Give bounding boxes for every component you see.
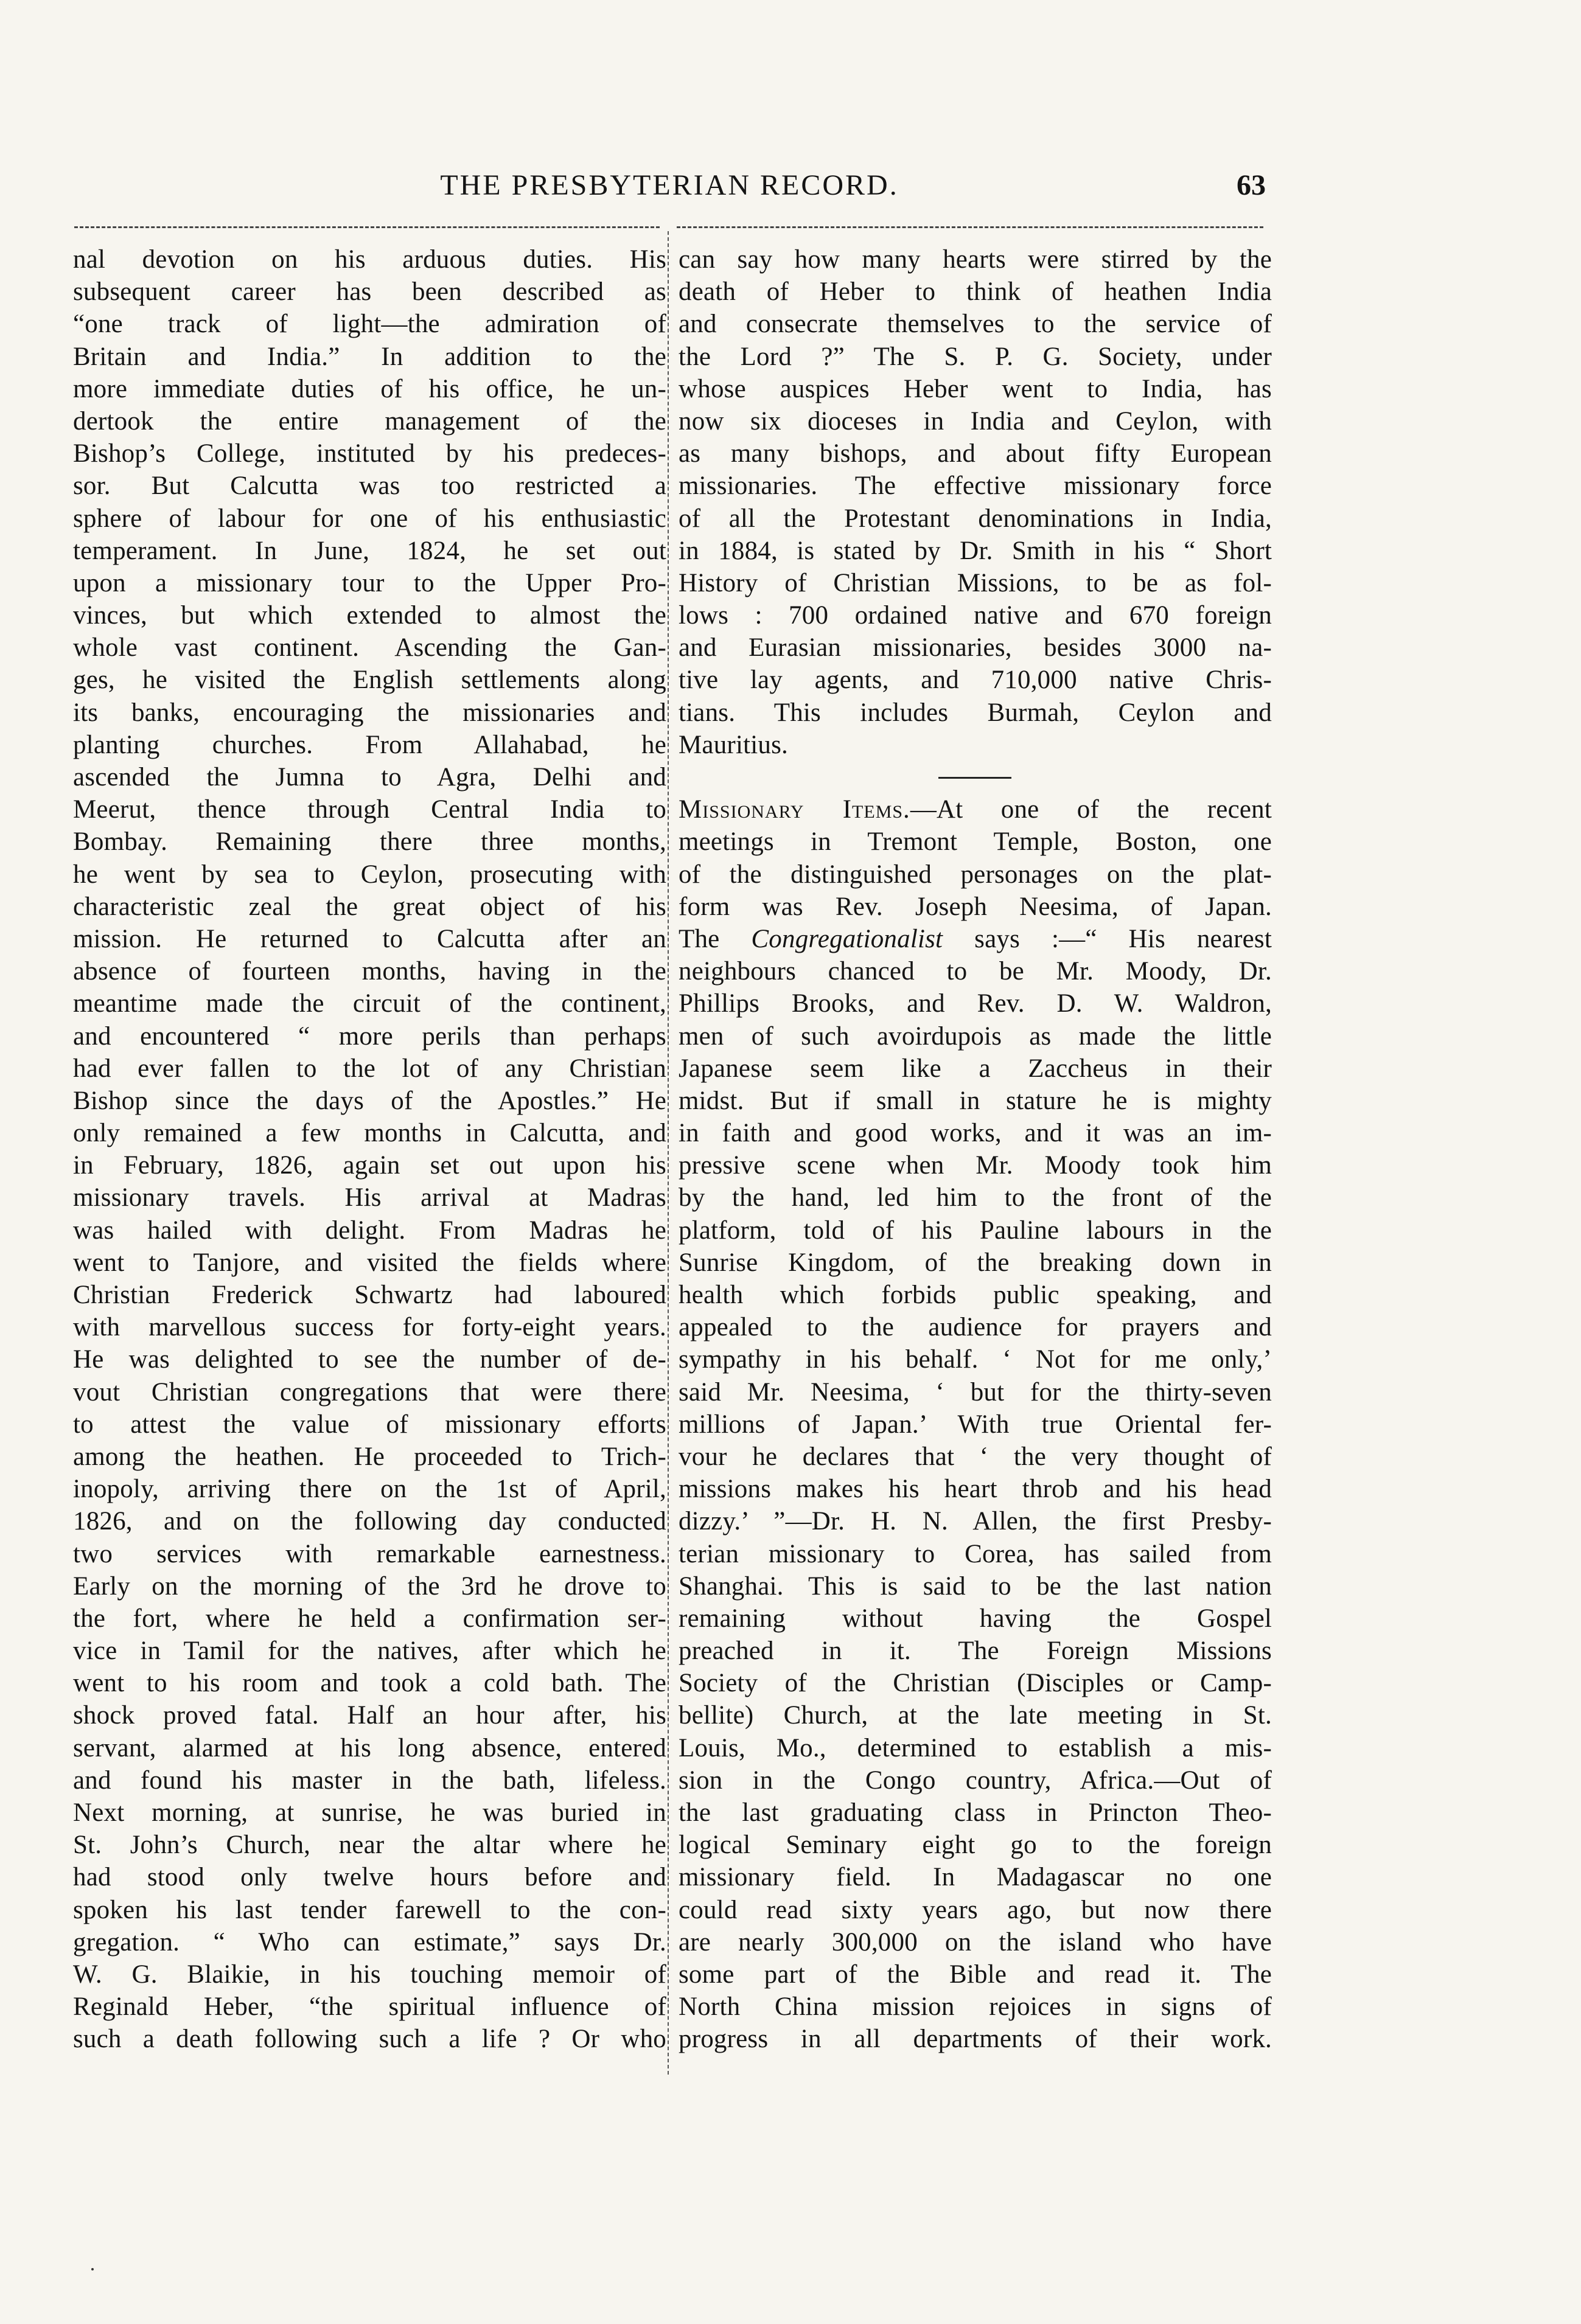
text-line: meantime made the circuit of the continent, (73, 989, 666, 1018)
text-line: lows : 700 ordained native and 670 foreign (679, 601, 1272, 630)
text-line: ges, he visited the English settlements along (73, 666, 666, 695)
text-line: health which forbids public speaking, and (679, 1281, 1272, 1309)
text-line: History of Christian Missions, to be as fol- (679, 568, 1272, 597)
text-line: inopoly, arriving there on the 1st of April, (73, 1475, 666, 1504)
text-line: vout Christian congregations that were there (73, 1377, 666, 1407)
text-line: sion in the Congo country, Africa.—Out of (679, 1766, 1272, 1795)
text-line: among the heathen. He proceeded to Trich- (73, 1442, 666, 1471)
text-line: millions of Japan.’ With true Oriental fer- (679, 1410, 1272, 1439)
text-line: in faith and good works, and it was an im- (679, 1119, 1272, 1148)
text-line: and consecrate themselves to the service of (679, 310, 1272, 339)
text-line: missions makes his heart throb and his head (679, 1475, 1272, 1504)
text-line: went to his room and took a cold bath. The (73, 1669, 666, 1698)
text-line: missionaries. The effective missionary force (679, 471, 1272, 501)
text-line: as many bishops, and about fifty European (679, 439, 1272, 468)
right-column-paragraph-2a (679, 826, 1272, 923)
text-line: now six dioceses in India and Ceylon, with (679, 406, 1272, 436)
text-line: 1826, and on the following day conducted (73, 1507, 666, 1536)
header-rule-right (677, 226, 1263, 228)
text-line: Next morning, at sunrise, he was buried in (73, 1798, 666, 1827)
text-line: its banks, encouraging the missionaries and (73, 698, 666, 727)
text-line (679, 923, 1272, 955)
text-line: “one track of light—the admiration of (73, 310, 666, 339)
text-line: sympathy in his behalf. ‘ Not for me only,’ (679, 1345, 1272, 1374)
text-line (679, 793, 1272, 826)
text-line: Christian Frederick Schwartz had laboured (73, 1281, 666, 1309)
journal-title: THE PRESBYTERIAN RECORD. (440, 169, 899, 201)
text-line: and found his master in the bath, lifeless. (73, 1766, 666, 1795)
text-line: and encountered “ more perils than perhaps (73, 1021, 666, 1051)
text-line: said Mr. Neesima, ‘ but for the thirty-seven (679, 1377, 1272, 1407)
text-line: nal devotion on his arduous duties. His (73, 245, 666, 274)
column-divider (668, 231, 669, 2075)
text-line: Reginald Heber, “the spiritual influence of (73, 1992, 666, 2022)
text-fragment: The (679, 924, 752, 953)
text-line: spoken his last tender farewell to the con- (73, 1895, 666, 1924)
text-line: form was Rev. Joseph Neesima, of Japan. (679, 892, 1272, 921)
text-line: Early on the morning of the 3rd he drove to (73, 1571, 666, 1601)
right-column (679, 243, 1272, 2056)
publication-name: Congregationalist (751, 924, 943, 953)
text-line: planting churches. From Allahabad, he (73, 730, 666, 759)
text-line: with marvellous success for forty-eight years. (73, 1313, 666, 1342)
text-line: to attest the value of missionary efforts (73, 1410, 666, 1439)
text-line: he went by sea to Ceylon, prosecuting with (73, 860, 666, 889)
text-line: St. John’s Church, near the altar where he (73, 1831, 666, 1860)
text-line: vour he declares that ‘ the very thought of (679, 1442, 1272, 1471)
text-line: more immediate duties of his office, he un- (73, 374, 666, 403)
text-line: meetings in Tremont Temple, Boston, one (679, 827, 1272, 857)
text-line: Sunrise Kingdom, of the breaking down in (679, 1248, 1272, 1277)
text-line: sphere of labour for one of his enthusiastic (73, 504, 666, 533)
text-line: Japanese seem like a Zaccheus in their (679, 1054, 1272, 1083)
text-line: appealed to the audience for prayers and (679, 1313, 1272, 1342)
text-line: preached in it. The Foreign Missions (679, 1637, 1272, 1666)
text-line: such a death following such a life ? Or who (73, 2025, 666, 2054)
text-line: absence of fourteen months, having in the (73, 957, 666, 986)
text-line: Society of the Christian (Disciples or Camp- (679, 1669, 1272, 1698)
text-line: bellite) Church, at the late meeting in St. (679, 1701, 1272, 1730)
text-line: tians. This includes Burmah, Ceylon and (679, 698, 1272, 727)
text-line: Bishop since the days of the Apostles.” He (73, 1086, 666, 1115)
text-line: logical Seminary eight go to the foreign (679, 1831, 1272, 1860)
text-line: and Eurasian missionaries, besides 3000 na- (679, 633, 1272, 663)
text-line: was hailed with delight. From Madras he (73, 1216, 666, 1245)
text-line: went to Tanjore, and visited the fields where (73, 1248, 666, 1277)
text-line: are nearly 300,000 on the island who have (679, 1927, 1272, 1957)
text-line: can say how many hearts were stirred by the (679, 245, 1272, 274)
text-fragment: —At one of the recent (910, 795, 1272, 824)
text-line: W. G. Blaikie, in his touching memoir of (73, 1960, 666, 1989)
text-line: tive lay agents, and 710,000 native Chris- (679, 666, 1272, 695)
text-line: the Lord ?” The S. P. G. Society, under (679, 342, 1272, 371)
page-speck (91, 2268, 94, 2270)
text-line: platform, told of his Pauline labours in the (679, 1216, 1272, 1245)
text-line: temperament. In June, 1824, he set out (73, 536, 666, 565)
left-column (73, 243, 666, 2056)
text-line: Shanghai. This is said to be the last nation (679, 1571, 1272, 1601)
text-line: terian missionary to Corea, has sailed from (679, 1539, 1272, 1568)
text-line: North China mission rejoices in signs of (679, 1992, 1272, 2022)
text-line: some part of the Bible and read it. The (679, 1960, 1272, 1989)
text-line: progress in all departments of their work. (679, 2025, 1272, 2054)
text-line: sor. But Calcutta was too restricted a (73, 471, 666, 501)
text-line: by the hand, led him to the front of the (679, 1183, 1272, 1212)
text-line: dizzy.’ ”—Dr. H. N. Allen, the first Presby- (679, 1507, 1272, 1536)
section-heading: Missionary Items. (679, 795, 910, 824)
text-line: whole vast continent. Ascending the Gan- (73, 633, 666, 663)
text-line: upon a missionary tour to the Upper Pro- (73, 568, 666, 597)
text-line: neighbours chanced to be Mr. Moody, Dr. (679, 957, 1272, 986)
section-divider-rule (679, 761, 1272, 793)
right-column-paragraph-2b (679, 955, 1272, 2055)
text-line: two services with remarkable earnestness. (73, 1539, 666, 1568)
text-line: dertook the entire management of the (73, 406, 666, 436)
text-line: pressive scene when Mr. Moody took him (679, 1151, 1272, 1180)
text-line: the fort, where he held a confirmation ser- (73, 1604, 666, 1633)
text-line: servant, alarmed at his long absence, entered (73, 1733, 666, 1762)
text-line: Meerut, thence through Central India to (73, 795, 666, 824)
text-line: remaining without having the Gospel (679, 1604, 1272, 1633)
text-line: vinces, but which extended to almost the (73, 601, 666, 630)
text-line: He was delighted to see the number of de- (73, 1345, 666, 1374)
text-line: Louis, Mo., determined to establish a mis- (679, 1733, 1272, 1762)
text-line: Mauritius. (679, 730, 788, 759)
text-line: death of Heber to think of heathen India (679, 277, 1272, 307)
text-line: vice in Tamil for the natives, after which he (73, 1637, 666, 1666)
text-line: in 1884, is stated by Dr. Smith in his “ Short (679, 536, 1272, 565)
text-line: of all the Protestant denominations in India, (679, 504, 1272, 533)
text-line: could read sixty years ago, but now there (679, 1895, 1272, 1924)
header-rule-left (74, 226, 660, 228)
text-line: missionary field. In Madagascar no one (679, 1863, 1272, 1892)
text-line: Bombay. Remaining there three months, (73, 827, 666, 857)
text-line: Britain and India.” In addition to the (73, 342, 666, 371)
text-line: had stood only twelve hours before and (73, 1863, 666, 1892)
text-line: of the distinguished personages on the plat- (679, 860, 1272, 889)
text-line: shock proved fatal. Half an hour after, his (73, 1701, 666, 1730)
right-column-paragraph-1 (679, 243, 1272, 761)
text-line: in February, 1826, again set out upon his (73, 1151, 666, 1180)
text-line: midst. But if small in stature he is mighty (679, 1086, 1272, 1115)
text-line: whose auspices Heber went to India, has (679, 374, 1272, 403)
text-line: ascended the Jumna to Agra, Delhi and (73, 763, 666, 791)
running-head (73, 164, 1266, 213)
text-line: Phillips Brooks, and Rev. D. W. Waldron, (679, 989, 1272, 1018)
text-line: had ever fallen to the lot of any Christian (73, 1054, 666, 1083)
text-line: subsequent career has been described as (73, 277, 666, 307)
text-line: gregation. “ Who can estimate,” says Dr. (73, 1927, 666, 1957)
text-line: Bishop’s College, instituted by his predeces- (73, 439, 666, 468)
text-line: only remained a few months in Calcutta, and (73, 1119, 666, 1148)
text-line: mission. He returned to Calcutta after an (73, 924, 666, 953)
text-line: men of such avoirdupois as made the little (679, 1021, 1272, 1051)
text-line: missionary travels. His arrival at Madras (73, 1183, 666, 1212)
text-fragment: says :—“ His nearest (943, 924, 1272, 953)
text-line: the last graduating class in Princton Theo- (679, 1798, 1272, 1827)
text-line: characteristic zeal the great object of his (73, 892, 666, 921)
page-number: 63 (1237, 169, 1266, 201)
